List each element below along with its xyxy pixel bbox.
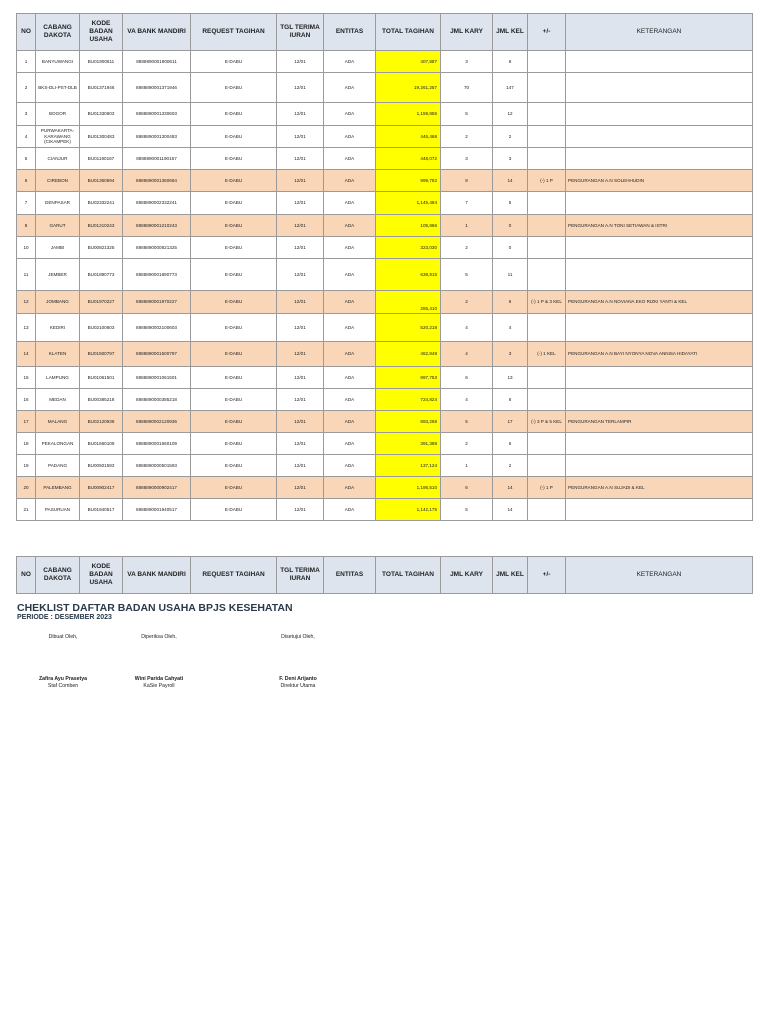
cell-request: E-DABU [191, 170, 277, 192]
col-cabang-header: CABANG DAKOTA [36, 557, 80, 594]
col-keterangan-header: KETERANGAN [566, 14, 753, 51]
signature-label: Diperiksa Oleh, [141, 634, 177, 640]
col-entitas-header: ENTITAS [324, 14, 376, 51]
cell-no: 19 [17, 455, 36, 477]
cell-kode: BU00821325 [80, 237, 123, 259]
cell-adj [528, 389, 566, 411]
table-row [17, 126, 753, 148]
document-period: PERIODE : DESEMBER 2023 [17, 614, 112, 621]
cell-no: 8 [17, 215, 36, 237]
cell-jml-kel: 2 [493, 126, 528, 148]
cell-total: 638,915 [376, 259, 441, 291]
cell-kode: BU01300483 [80, 126, 123, 148]
cell-request: E-DABU [191, 411, 277, 433]
col-adj-header: +/- [528, 14, 566, 51]
cell-adj [528, 499, 566, 521]
table-row [17, 342, 753, 367]
cell-total: 446,468 [376, 126, 441, 148]
col-entitas-header: ENTITAS [324, 557, 376, 594]
cell-no: 11 [17, 259, 36, 291]
cell-jml-kary: 7 [441, 192, 493, 215]
cell-total: 105,866 [376, 215, 441, 237]
cell-tgl: 12/01 [277, 259, 324, 291]
cell-cabang: KLATEN [36, 342, 80, 367]
cell-total: 520,218 [376, 314, 441, 342]
cell-va: 8888890001371946 [123, 73, 191, 103]
cell-va: 8888890001500797 [123, 342, 191, 367]
cell-jml-kel: 17 [493, 411, 528, 433]
cell-cabang: MEDAN [36, 389, 80, 411]
cell-va: 8888890000902417 [123, 477, 191, 499]
col-total-header: TOTAL TAGIHAN [376, 14, 441, 51]
cell-kode: BU01061501 [80, 367, 123, 389]
cell-va: 8888890001900611 [123, 51, 191, 73]
cell-kode: BU01500797 [80, 342, 123, 367]
cell-jml-kary: 70 [441, 73, 493, 103]
col-jml-kel-header: JML KEL [493, 14, 528, 51]
table-row [17, 411, 753, 433]
col-jml-kel-header: JML KEL [493, 557, 528, 594]
cell-kode: BU01210243 [80, 215, 123, 237]
table-row [17, 314, 753, 342]
cell-jml-kel: 6 [493, 433, 528, 455]
cell-total: 391,388 [376, 433, 441, 455]
table-row [17, 499, 753, 521]
cell-jml-kary: 1 [441, 455, 493, 477]
table-row [17, 389, 753, 411]
cell-jml-kary: 4 [441, 342, 493, 367]
cell-tgl: 12/01 [277, 126, 324, 148]
signature-label: Disetujui Oleh, [281, 634, 315, 640]
cell-jml-kel: 14 [493, 499, 528, 521]
cell-kode: BU02332241 [80, 192, 123, 215]
cell-va: 8888890000385218 [123, 389, 191, 411]
cell-request: E-DABU [191, 367, 277, 389]
cell-total: 323,030 [376, 237, 441, 259]
cell-cabang: BKS-DLI-PST-DLB [36, 73, 80, 103]
table-row [17, 103, 753, 126]
cell-no: 16 [17, 389, 36, 411]
signature-name: F. Deni Arijanto [279, 676, 317, 682]
cell-jml-kel: 14 [493, 170, 528, 192]
cell-entitas: ADA [324, 259, 376, 291]
cell-adj [528, 73, 566, 103]
cell-no: 7 [17, 192, 36, 215]
cell-va: 8888890002100603 [123, 314, 191, 342]
cell-adj [528, 237, 566, 259]
cell-total: 285,410 [376, 291, 441, 314]
col-va-header: VA BANK MANDIRI [123, 557, 191, 594]
cell-adj: (-) 1 P & 3 KEL [528, 291, 566, 314]
cell-tgl: 12/01 [277, 455, 324, 477]
cell-jml-kary: 1 [441, 215, 493, 237]
cell-tgl: 12/01 [277, 291, 324, 314]
cell-jml-kel: 147 [493, 73, 528, 103]
cell-cabang: BOGOR [36, 103, 80, 126]
cell-jml-kary: 5 [441, 411, 493, 433]
cell-va: 8888890001660109 [123, 433, 191, 455]
cell-kode: BU01360694 [80, 170, 123, 192]
signature-label: Dibuat Oleh, [48, 634, 78, 640]
cell-tgl: 12/01 [277, 411, 324, 433]
cell-tgl: 12/01 [277, 73, 324, 103]
table-row [17, 291, 753, 314]
cell-no: 20 [17, 477, 36, 499]
cell-cabang: MALANG [36, 411, 80, 433]
signature-name: Wini Parida Cahyati [134, 676, 184, 682]
cell-cabang: PALEMBANG [36, 477, 80, 499]
cell-entitas: ADA [324, 411, 376, 433]
table-row [17, 259, 753, 291]
cell-request: E-DABU [191, 455, 277, 477]
col-jml-kary-header: JML KARY [441, 557, 493, 594]
cell-cabang: JEMBER [36, 259, 80, 291]
cell-entitas: ADA [324, 433, 376, 455]
cell-keterangan [566, 433, 753, 455]
cell-jml-kary: 4 [441, 389, 493, 411]
cell-entitas: ADA [324, 389, 376, 411]
cell-cabang: PEKALONGAN [36, 433, 80, 455]
cell-total: 137,124 [376, 455, 441, 477]
cell-adj [528, 433, 566, 455]
table-row [17, 192, 753, 215]
cell-total: 19,261,257 [376, 73, 441, 103]
cell-entitas: ADA [324, 455, 376, 477]
cell-entitas: ADA [324, 170, 376, 192]
cell-total: 1,145,484 [376, 192, 441, 215]
cell-jml-kary: 4 [441, 314, 493, 342]
cell-keterangan: PENGURANGAN A.N SOLEHHUDIN [566, 170, 753, 192]
cell-adj: (-) 1 P [528, 170, 566, 192]
cell-kode: BU00385218 [80, 389, 123, 411]
table-row [17, 215, 753, 237]
cell-jml-kel: 0 [493, 237, 528, 259]
cell-cabang: PASURUAN [36, 499, 80, 521]
col-jml-kary-header: JML KARY [441, 14, 493, 51]
cell-tgl: 12/01 [277, 103, 324, 126]
repeated-header-table [16, 556, 753, 594]
cell-no: 17 [17, 411, 36, 433]
cell-jml-kary: 3 [441, 51, 493, 73]
cell-tgl: 12/01 [277, 477, 324, 499]
cell-jml-kary: 5 [441, 499, 493, 521]
cell-request: E-DABU [191, 342, 277, 367]
cell-tgl: 12/01 [277, 170, 324, 192]
cell-adj: (-) 1 P [528, 477, 566, 499]
cell-jml-kary: 6 [441, 477, 493, 499]
cell-no: 3 [17, 103, 36, 126]
col-no-header: NO [17, 557, 36, 594]
cell-adj [528, 314, 566, 342]
cell-keterangan [566, 237, 753, 259]
cell-no: 14 [17, 342, 36, 367]
cell-jml-kary: 8 [441, 170, 493, 192]
cell-tgl: 12/01 [277, 499, 324, 521]
cell-adj: (-) 3 P & 5 KEL [528, 411, 566, 433]
cell-jml-kary: 3 [441, 148, 493, 170]
signature-role: Staf Comben [47, 683, 79, 689]
cell-no: 12 [17, 291, 36, 314]
cell-total: 462,848 [376, 342, 441, 367]
cell-total: 1,159,855 [376, 103, 441, 126]
cell-no: 1 [17, 51, 36, 73]
table-row [17, 455, 753, 477]
cell-kode: BU01660109 [80, 433, 123, 455]
cell-request: E-DABU [191, 477, 277, 499]
cell-keterangan [566, 148, 753, 170]
cell-keterangan [566, 314, 753, 342]
cell-jml-kel: 5 [493, 192, 528, 215]
cell-kode: BU01890773 [80, 259, 123, 291]
cell-request: E-DABU [191, 389, 277, 411]
cell-request: E-DABU [191, 314, 277, 342]
cell-cabang: PADANG [36, 455, 80, 477]
cell-total: 997,753 [376, 367, 441, 389]
cell-tgl: 12/01 [277, 237, 324, 259]
cell-cabang: GARUT [36, 215, 80, 237]
cell-jml-kel: 3 [493, 148, 528, 170]
cell-adj [528, 259, 566, 291]
cell-cabang: JAMBI [36, 237, 80, 259]
cell-keterangan [566, 455, 753, 477]
cell-jml-kel: 14 [493, 477, 528, 499]
cell-keterangan [566, 389, 753, 411]
cell-no: 4 [17, 126, 36, 148]
cell-va: 8888890000821325 [123, 237, 191, 259]
table-header-row [17, 14, 753, 51]
cell-jml-kel: 0 [493, 215, 528, 237]
cell-no: 15 [17, 367, 36, 389]
table-row [17, 237, 753, 259]
cell-va: 8888890001940517 [123, 499, 191, 521]
cell-va: 8888890001330603 [123, 103, 191, 126]
table-row [17, 170, 753, 192]
table-row [17, 433, 753, 455]
cell-entitas: ADA [324, 103, 376, 126]
cell-total: 724,824 [376, 389, 441, 411]
cell-total: 893,268 [376, 411, 441, 433]
cell-request: E-DABU [191, 103, 277, 126]
cell-kode: BU01900611 [80, 51, 123, 73]
table-row [17, 73, 753, 103]
cell-adj [528, 148, 566, 170]
cell-no: 2 [17, 73, 36, 103]
cell-request: E-DABU [191, 215, 277, 237]
cell-total: 448,072 [376, 148, 441, 170]
cell-tgl: 12/01 [277, 148, 324, 170]
cell-request: E-DABU [191, 126, 277, 148]
cell-adj [528, 455, 566, 477]
cell-jml-kary: 2 [441, 433, 493, 455]
cell-total: 1,142,175 [376, 499, 441, 521]
cell-va: 8888890001890773 [123, 259, 191, 291]
signature-role: KaSie Payroll [143, 683, 175, 689]
cell-entitas: ADA [324, 126, 376, 148]
col-kode-header: KODE BADAN USAHA [80, 14, 123, 51]
col-request-header: REQUEST TAGIHAN [191, 14, 277, 51]
cell-va: 8888890001190167 [123, 148, 191, 170]
cell-cabang: KEDIRI [36, 314, 80, 342]
cell-total: 999,782 [376, 170, 441, 192]
col-adj-header: +/- [528, 557, 566, 594]
cell-kode: BU01330603 [80, 103, 123, 126]
cell-va: 8888890001970227 [123, 291, 191, 314]
cell-tgl: 12/01 [277, 389, 324, 411]
cell-jml-kel: 3 [493, 342, 528, 367]
cell-request: E-DABU [191, 51, 277, 73]
cell-keterangan [566, 499, 753, 521]
cell-no: 13 [17, 314, 36, 342]
cell-jml-kary: 2 [441, 291, 493, 314]
cell-keterangan [566, 259, 753, 291]
cell-no: 6 [17, 170, 36, 192]
cell-jml-kel: 11 [493, 259, 528, 291]
cell-request: E-DABU [191, 148, 277, 170]
col-keterangan-header: KETERANGAN [566, 557, 753, 594]
cell-no: 5 [17, 148, 36, 170]
cell-jml-kary: 2 [441, 126, 493, 148]
table-row [17, 367, 753, 389]
cell-jml-kary: 5 [441, 103, 493, 126]
cell-va: 8888890001210243 [123, 215, 191, 237]
cell-adj [528, 215, 566, 237]
cell-kode: BU01190167 [80, 148, 123, 170]
cell-cabang: DENPASAR [36, 192, 80, 215]
col-cabang-header: CABANG DAKOTA [36, 14, 80, 51]
cell-jml-kel: 6 [493, 51, 528, 73]
cell-no: 18 [17, 433, 36, 455]
cell-total: 407,887 [376, 51, 441, 73]
col-total-header: TOTAL TAGIHAN [376, 557, 441, 594]
table-header-row [17, 557, 753, 594]
cell-request: E-DABU [191, 237, 277, 259]
cell-jml-kel: 2 [493, 455, 528, 477]
cell-va: 8888890002332241 [123, 192, 191, 215]
cell-keterangan [566, 73, 753, 103]
cell-tgl: 12/01 [277, 314, 324, 342]
cell-request: E-DABU [191, 259, 277, 291]
cell-tgl: 12/01 [277, 433, 324, 455]
cell-adj [528, 126, 566, 148]
cell-adj: (-) 1 KEL [528, 342, 566, 367]
cell-entitas: ADA [324, 51, 376, 73]
cell-keterangan [566, 103, 753, 126]
cell-request: E-DABU [191, 499, 277, 521]
cell-cabang: LAMPUNG [36, 367, 80, 389]
cell-jml-kary: 2 [441, 237, 493, 259]
cell-va: 8888890002120936 [123, 411, 191, 433]
col-va-header: VA BANK MANDIRI [123, 14, 191, 51]
cell-keterangan: PENGURANGAN A.N TONI SETIAWAN & ISTRI [566, 215, 753, 237]
cell-tgl: 12/01 [277, 367, 324, 389]
cell-entitas: ADA [324, 215, 376, 237]
cell-kode: BU00501593 [80, 455, 123, 477]
document-title: CHEKLIST DAFTAR BADAN USAHA BPJS KESEHATAN [17, 602, 293, 614]
cell-va: 8888890000501593 [123, 455, 191, 477]
table-row [17, 51, 753, 73]
cell-tgl: 12/01 [277, 215, 324, 237]
cell-tgl: 12/01 [277, 51, 324, 73]
cell-jml-kel: 12 [493, 103, 528, 126]
cell-kode: BU02120936 [80, 411, 123, 433]
cell-keterangan: PENGURANGAN A.N BAYI NYONYA NOVA ANNISA HIDAYATI [566, 342, 753, 367]
cell-keterangan: PENGURANGAN A.N NOVIANA EKO RIZKI YANTI & KEL [566, 291, 753, 314]
table-row [17, 148, 753, 170]
cell-entitas: ADA [324, 192, 376, 215]
signature-role: Direktur Utama [280, 683, 316, 689]
cell-cabang: BANYUWANGI [36, 51, 80, 73]
cell-jml-kary: 5 [441, 259, 493, 291]
cell-entitas: ADA [324, 367, 376, 389]
cell-jml-kary: 6 [441, 367, 493, 389]
cell-entitas: ADA [324, 148, 376, 170]
cell-jml-kel: 13 [493, 367, 528, 389]
cell-jml-kel: 6 [493, 389, 528, 411]
cell-kode: BU00902417 [80, 477, 123, 499]
cell-keterangan [566, 192, 753, 215]
cell-request: E-DABU [191, 192, 277, 215]
cell-kode: BU01940517 [80, 499, 123, 521]
col-kode-header: KODE BADAN USAHA [80, 557, 123, 594]
cell-kode: BU02100603 [80, 314, 123, 342]
cell-va: 8888890001300483 [123, 126, 191, 148]
col-tgl-header: TGL TERIMA IURAN [277, 14, 324, 51]
cell-va: 8888890001061501 [123, 367, 191, 389]
cell-entitas: ADA [324, 291, 376, 314]
cell-keterangan: PENGURANGAN TERLAMPIR [566, 411, 753, 433]
cell-tgl: 12/01 [277, 342, 324, 367]
cell-va: 8888890001360694 [123, 170, 191, 192]
cell-cabang: JOMBANG [36, 291, 80, 314]
cell-entitas: ADA [324, 314, 376, 342]
cell-entitas: ADA [324, 342, 376, 367]
cell-cabang: CIREBON [36, 170, 80, 192]
cell-request: E-DABU [191, 73, 277, 103]
cell-entitas: ADA [324, 499, 376, 521]
cell-request: E-DABU [191, 291, 277, 314]
cell-kode: BU01970227 [80, 291, 123, 314]
col-request-header: REQUEST TAGIHAN [191, 557, 277, 594]
cell-adj [528, 103, 566, 126]
cell-jml-kel: 4 [493, 314, 528, 342]
col-tgl-header: TGL TERIMA IURAN [277, 557, 324, 594]
col-no-header: NO [17, 14, 36, 51]
table-row [17, 477, 753, 499]
cell-keterangan [566, 126, 753, 148]
cell-no: 21 [17, 499, 36, 521]
cell-entitas: ADA [324, 73, 376, 103]
cell-entitas: ADA [324, 477, 376, 499]
cell-keterangan [566, 51, 753, 73]
cell-keterangan [566, 367, 753, 389]
cell-adj [528, 51, 566, 73]
cell-jml-kel: 6 [493, 291, 528, 314]
cell-cabang: PURWAKARTA-KARAWANG (CIKAMPEK) [36, 126, 80, 148]
cell-adj [528, 192, 566, 215]
cell-total: 1,186,510 [376, 477, 441, 499]
cell-request: E-DABU [191, 433, 277, 455]
signature-name: Zafira Ayu Prasetya [38, 676, 88, 682]
cell-no: 10 [17, 237, 36, 259]
cell-adj [528, 367, 566, 389]
cell-kode: BU01371946 [80, 73, 123, 103]
cell-cabang: CIANJUR [36, 148, 80, 170]
billing-table [16, 13, 753, 521]
cell-keterangan: PENGURANGAN A.N SUJADI & KEL [566, 477, 753, 499]
cell-tgl: 12/01 [277, 192, 324, 215]
cell-entitas: ADA [324, 237, 376, 259]
